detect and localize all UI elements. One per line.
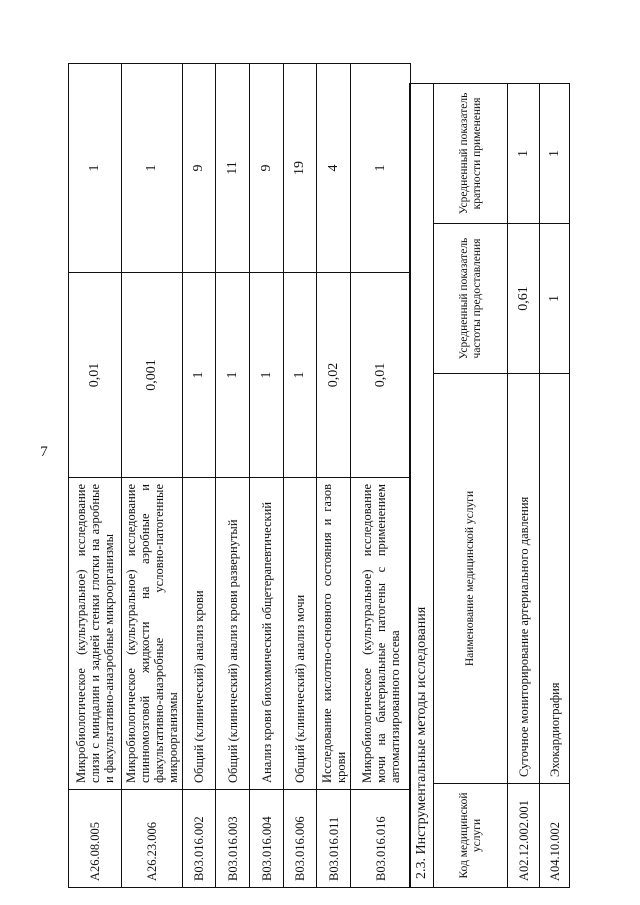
laboratory-services-table [68, 63, 411, 888]
multiplicity-value: 1 [69, 64, 122, 273]
header-row [434, 83, 508, 887]
instrumental-methods-table [409, 83, 570, 888]
table-row [540, 83, 570, 887]
table-row [351, 64, 411, 888]
table-row [250, 64, 284, 888]
frequency-value: 0,001 [122, 273, 183, 478]
header-code: Код медицинской услуги [434, 784, 508, 888]
frequency-value: 1 [284, 273, 317, 478]
service-code: A02.12.002.001 [508, 784, 540, 888]
frequency-value: 1 [216, 273, 250, 478]
table-row [122, 64, 183, 888]
service-name: Общий (клинический) анализ крови развернутый [216, 478, 250, 790]
service-name: Исследование кислотно-основного состояния и газов крови [317, 478, 351, 790]
service-code: B03.016.011 [317, 790, 351, 888]
frequency-value: 1 [250, 273, 284, 478]
table-row [183, 64, 216, 888]
service-name: Суточное мониторирование артериального давления [508, 374, 540, 784]
section-title: 2.3. Инструментальные методы исследования [410, 83, 434, 887]
frequency-value: 1 [183, 273, 216, 478]
multiplicity-value: 1 [122, 64, 183, 273]
frequency-value: 0,61 [508, 224, 540, 374]
table-row [317, 64, 351, 888]
multiplicity-value: 1 [540, 83, 570, 223]
service-name: Общий (клинический) анализ мочи [284, 478, 317, 790]
frequency-value: 0,02 [317, 273, 351, 478]
table-row [508, 83, 540, 887]
service-code: B03.016.002 [183, 790, 216, 888]
frequency-value: 0,01 [69, 273, 122, 478]
service-name: Анализ крови биохимический общетерапевтический [250, 478, 284, 790]
instrumental-table-body [508, 83, 570, 887]
frequency-value: 1 [540, 224, 570, 374]
header-frequency: Усредненный показатель частоты предоставления [434, 224, 508, 374]
service-code: B03.016.003 [216, 790, 250, 888]
service-code: B03.016.016 [351, 790, 411, 888]
table-row [216, 64, 250, 888]
multiplicity-value: 1 [351, 64, 411, 273]
multiplicity-value: 1 [508, 83, 540, 223]
multiplicity-value: 9 [183, 64, 216, 273]
header-multiplicity: Усредненный показатель кратности применения [434, 83, 508, 223]
service-name: Эхокардиография [540, 374, 570, 784]
multiplicity-value: 19 [284, 64, 317, 273]
multiplicity-value: 4 [317, 64, 351, 273]
multiplicity-value: 9 [250, 64, 284, 273]
service-name: Микробиологическое (культуральное) исследование мочи на бактериальные патогены с применением автоматизированного посева [351, 478, 411, 790]
service-code: A04.10.002 [540, 784, 570, 888]
service-name: Микробиологическое (культуральное) исследование спинномозговой жидкости на аэробные и факультативно-анаэробные условно-патогенные микроорганизмы [122, 478, 183, 790]
table-row [284, 64, 317, 888]
service-name: Микробиологическое (культуральное) исследование слизи с миндалин и задней стенки глотки на аэробные и факультативно-анаэробные микроорганизмы [69, 478, 122, 790]
frequency-value: 0,01 [351, 273, 411, 478]
page-number: 7 [40, 444, 48, 460]
service-code: B03.016.006 [284, 790, 317, 888]
header-name: Наименование медицинской услуги [434, 374, 508, 784]
service-name: Общий (клинический) анализ крови [183, 478, 216, 790]
rotated-page-content [68, 64, 560, 888]
table-row [69, 64, 122, 888]
multiplicity-value: 11 [216, 64, 250, 273]
section-title-row [410, 83, 434, 887]
services-table-body [69, 64, 411, 888]
service-code: A26.23.006 [122, 790, 183, 888]
service-code: B03.016.004 [250, 790, 284, 888]
service-code: A26.08.005 [69, 790, 122, 888]
